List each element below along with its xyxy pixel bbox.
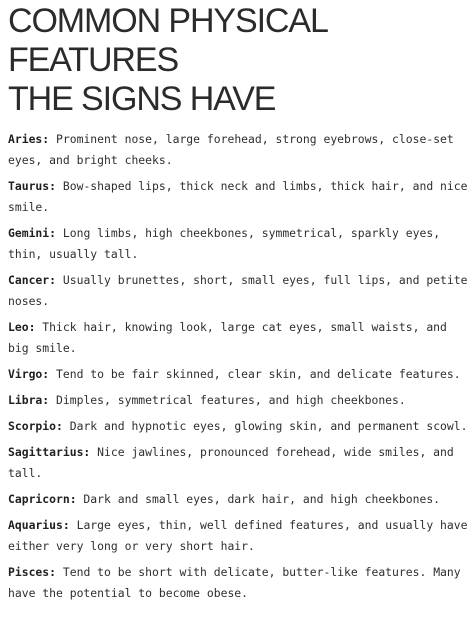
sign-entry-gemini	[8, 223, 468, 265]
sign-label: Gemini:	[8, 226, 57, 240]
sign-entry-pisces	[8, 562, 468, 604]
sign-label: Capricorn:	[8, 492, 77, 506]
sign-label: Sagittarius:	[8, 445, 91, 459]
title-line-1: COMMON PHYSICAL FEATURES	[8, 2, 327, 79]
sign-label: Cancer:	[8, 273, 57, 287]
sign-description: Nice jawlines, pronounced forehead, wide smiles, and tall.	[8, 445, 454, 480]
sign-description: Usually brunettes, short, small eyes, full lips, and petite noses.	[8, 273, 468, 308]
sign-list	[8, 129, 468, 604]
sign-entry-aquarius	[8, 515, 468, 557]
sign-entry-cancer	[8, 270, 468, 312]
sign-description: Dimples, symmetrical features, and high cheekbones.	[49, 393, 406, 407]
sign-description: Tend to be short with delicate, butter-like features. Many have the potential to become obese.	[8, 565, 461, 600]
sign-label: Pisces:	[8, 565, 57, 579]
sign-label: Aquarius:	[8, 518, 70, 532]
sign-description: Bow-shaped lips, thick neck and limbs, thick hair, and nice smile.	[8, 179, 468, 214]
sign-entry-scorpio	[8, 416, 468, 437]
sign-entry-capricorn	[8, 489, 468, 510]
sign-label: Aries:	[8, 132, 50, 146]
sign-label: Libra:	[8, 393, 50, 407]
sign-description: Long limbs, high cheekbones, symmetrical, sparkly eyes, thin, usually tall.	[8, 226, 441, 261]
sign-description: Dark and hypnotic eyes, glowing skin, and permanent scowl.	[62, 419, 468, 433]
sign-description: Thick hair, knowing look, large cat eyes, small waists, and big smile.	[8, 320, 447, 355]
page-title	[8, 2, 468, 119]
sign-label: Virgo:	[8, 367, 50, 381]
sign-entry-sagittarius	[8, 442, 468, 484]
sign-description: Dark and small eyes, dark hair, and high cheekbones.	[76, 492, 441, 506]
sign-description: Large eyes, thin, well defined features, and usually have either very long or very short hair.	[8, 518, 468, 553]
sign-label: Scorpio:	[8, 419, 63, 433]
sign-label: Leo:	[8, 320, 36, 334]
sign-entry-leo	[8, 317, 468, 359]
sign-entry-libra	[8, 390, 468, 411]
sign-label: Taurus:	[8, 179, 57, 193]
sign-entry-taurus	[8, 176, 468, 218]
sign-description: Tend to be fair skinned, clear skin, and delicate features.	[49, 367, 461, 381]
sign-entry-aries	[8, 129, 468, 171]
title-line-2: THE SIGNS HAVE	[8, 80, 276, 118]
sign-description: Prominent nose, large forehead, strong eyebrows, close-set eyes, and bright cheeks.	[8, 132, 454, 167]
sign-entry-virgo	[8, 364, 468, 385]
